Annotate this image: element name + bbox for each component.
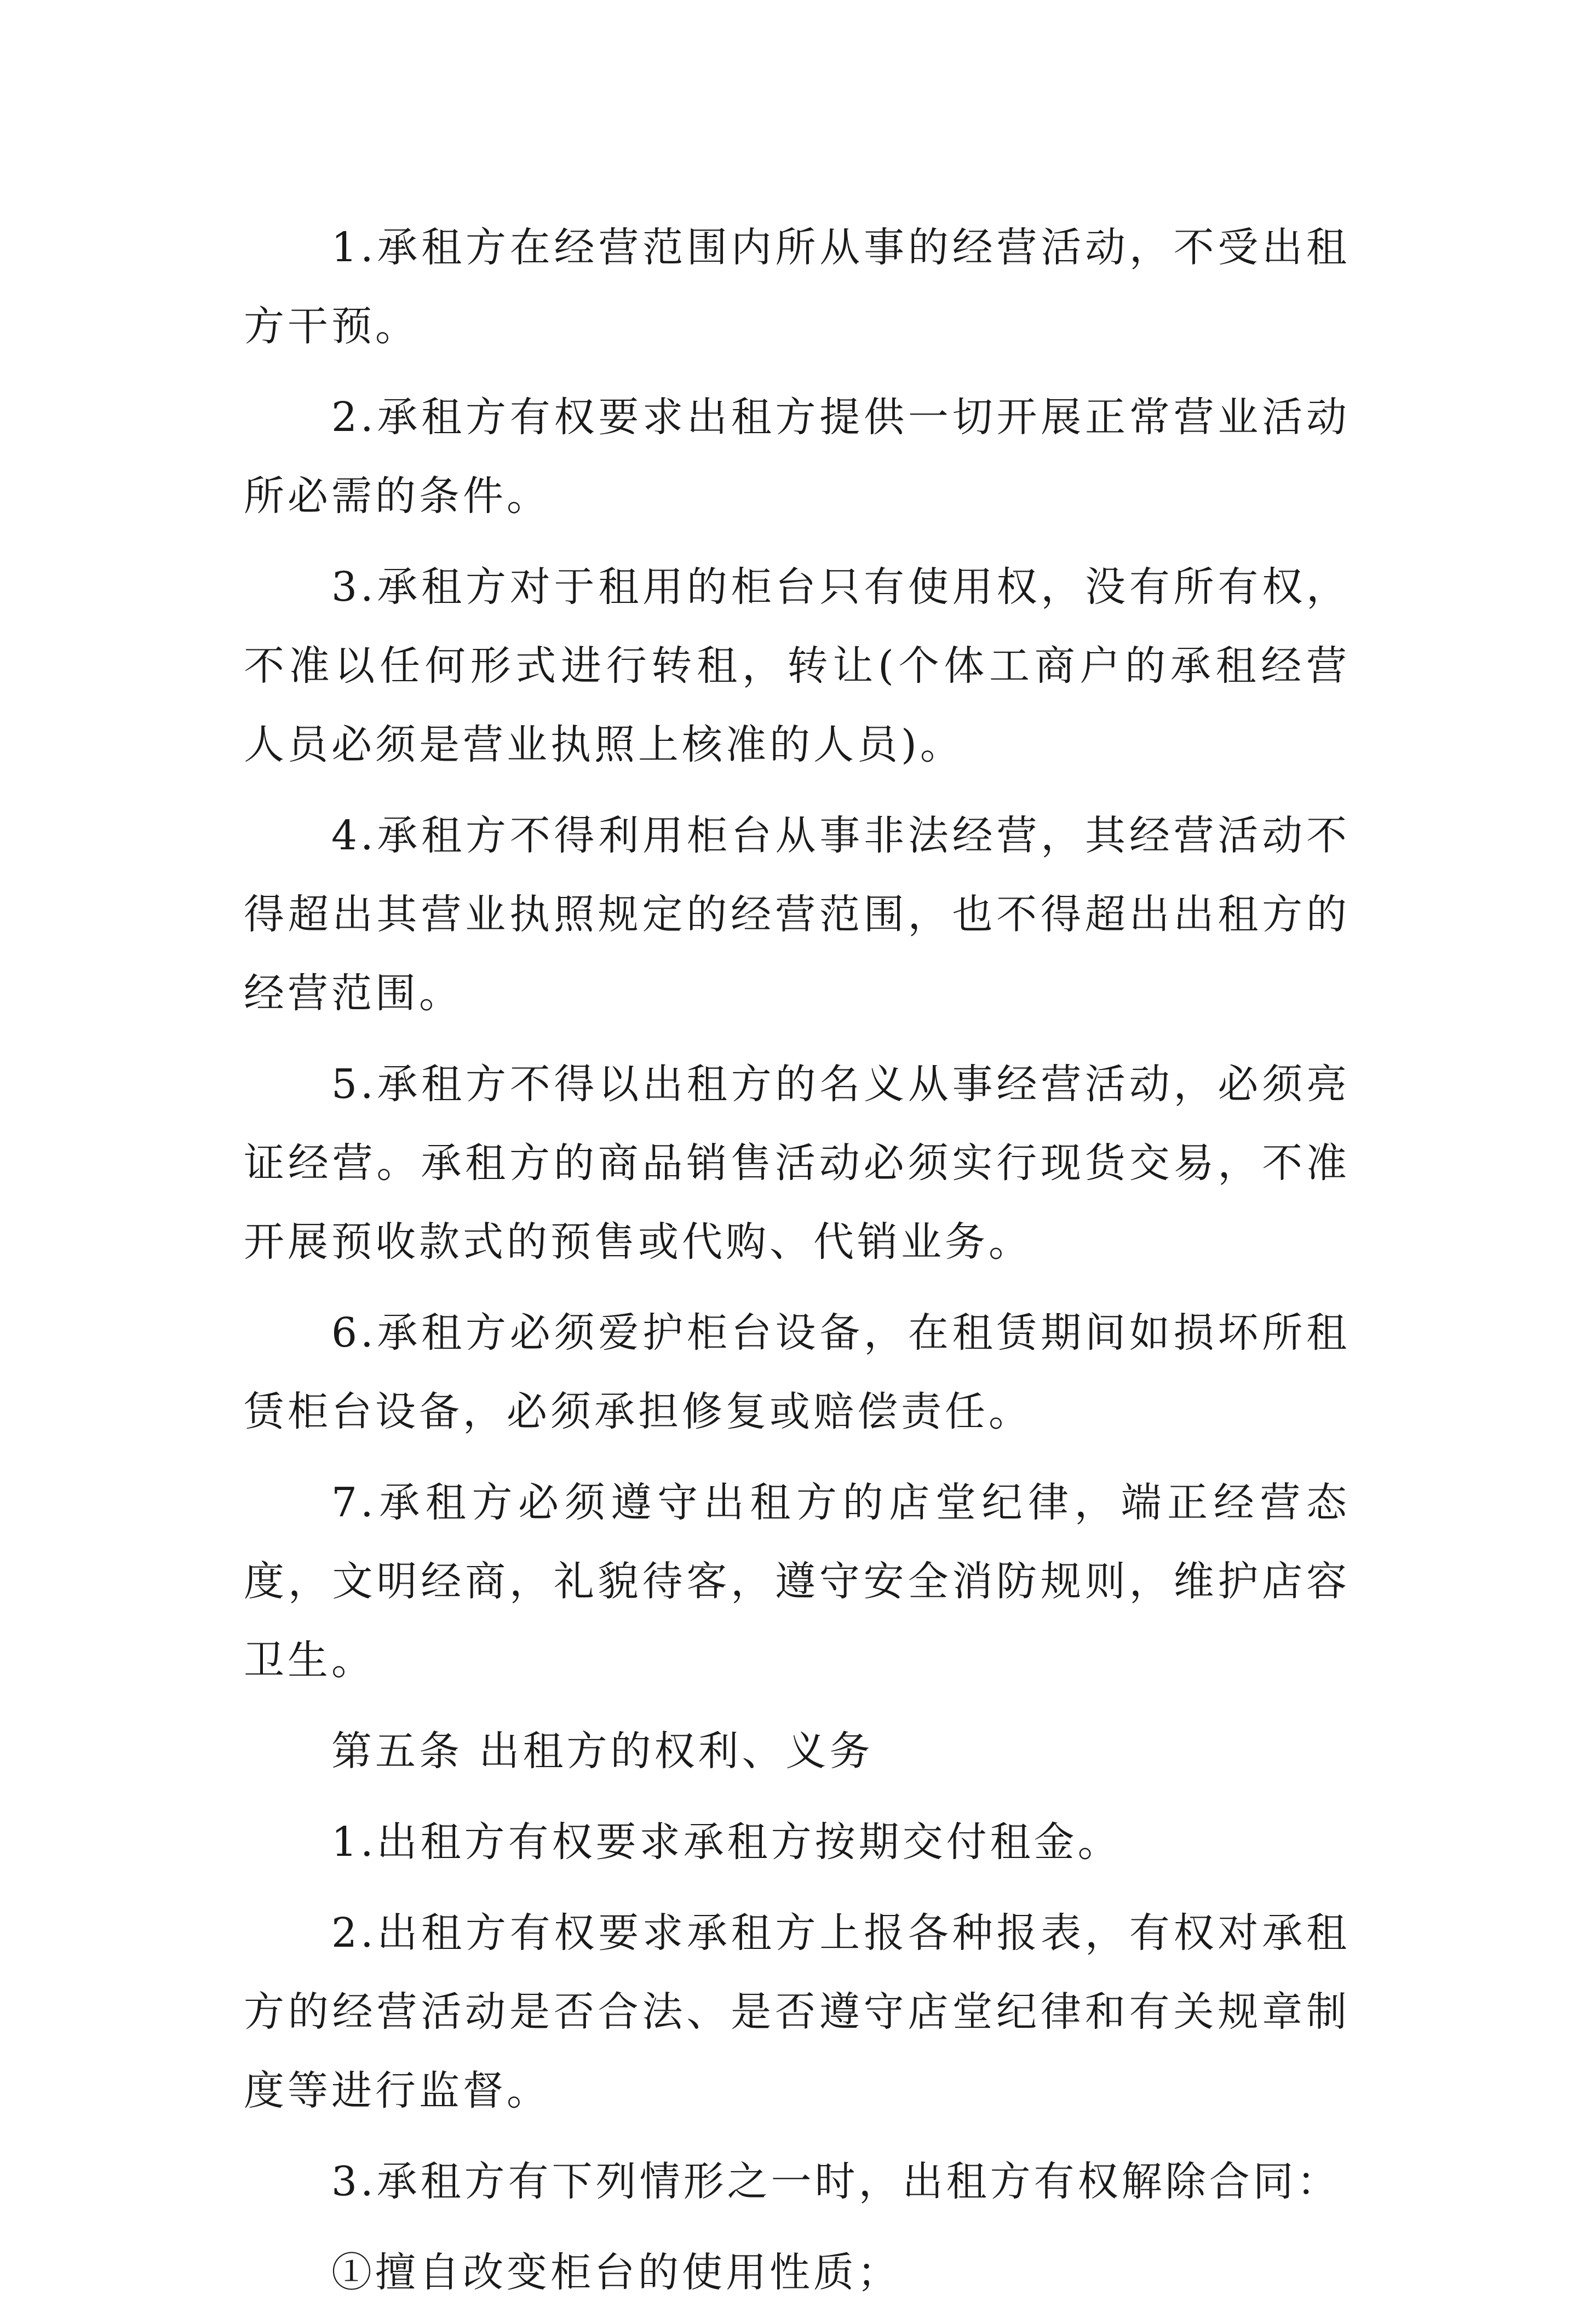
paragraph-lessor-subclause-1: ①擅自改变柜台的使用性质； [331,2249,901,2296]
paragraph-tenant-clause-3: 3.承租方对于租用的柜台只有使用权，没有所有权，不准以任何形式进行转租，转让(个体工商户的承租经营人员必须是营业执照上核准的人员)。 [244,563,1350,768]
paragraph-tenant-clause-4: 4.承租方不得利用柜台从事非法经营，其经营活动不得超出其营业执照规定的经营范围，也不得超出出租方的经营范围。 [244,812,1350,1017]
paragraph-lessor-clause-1: 1.出租方有权要求承租方按期交付租金。 [331,1819,1122,1866]
paragraph-tenant-clause-1: 1.承租方在经营范围内所从事的经营活动，不受出租方干预。 [244,224,1350,350]
document-body [244,208,1350,2324]
section-heading-article-5: 第五条 出租方的权利、义务 [331,1728,874,1775]
paragraph-lessor-clause-2: 2.出租方有权要求承租方上报各种报表，有权对承租方的经营活动是否合法、是否遵守店堂纪律和有关规章制度等进行监督。 [244,1909,1350,2114]
paragraph-tenant-clause-7: 7.承租方必须遵守出租方的店堂纪律，端正经营态度，文明经商，礼貌待客，遵守安全消防规则，维护店容卫生。 [244,1479,1350,1684]
paragraph-lessor-clause-3: 3.承租方有下列情形之一时，出租方有权解除合同： [331,2158,1341,2205]
paragraph-tenant-clause-2: 2.承租方有权要求出租方提供一切开展正常营业活动所必需的条件。 [244,394,1350,520]
paragraph-tenant-clause-6: 6.承租方必须爱护柜台设备，在租赁期间如损坏所租赁柜台设备，必须承担修复或赔偿责任。 [244,1309,1350,1435]
paragraph-tenant-clause-5: 5.承租方不得以出租方的名义从事经营活动，必须亮证经营。承租方的商品销售活动必须实行现货交易，不准开展预收款式的预售或代购、代销业务。 [244,1061,1350,1265]
